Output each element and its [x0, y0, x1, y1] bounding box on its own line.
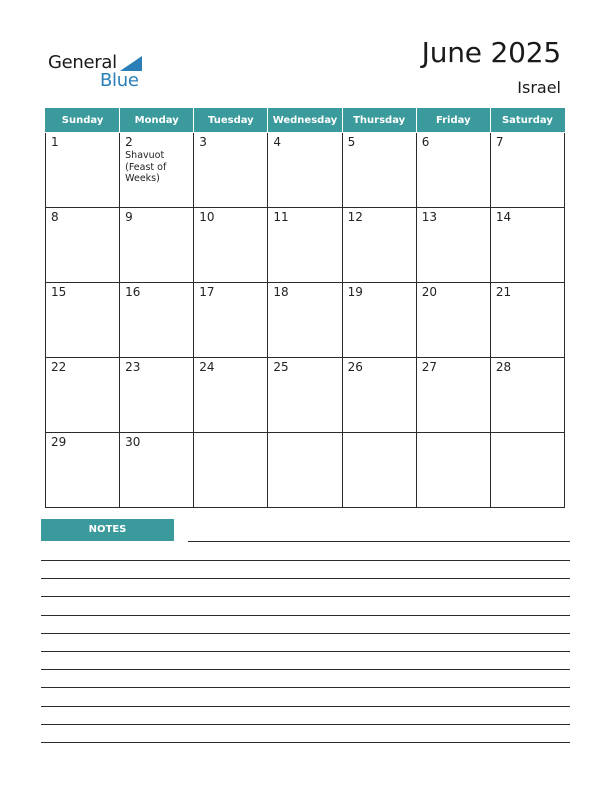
calendar-week-row	[46, 208, 565, 283]
calendar-week-row	[46, 133, 565, 208]
notes-line	[41, 651, 570, 652]
day-number: 17	[199, 285, 215, 299]
notes-line	[41, 560, 570, 561]
country-label: Israel	[517, 78, 561, 97]
day-number: 30	[125, 435, 141, 449]
notes-line	[41, 669, 570, 670]
calendar-day-cell	[490, 433, 564, 508]
weekday-header: Sunday	[46, 109, 120, 133]
day-number: 22	[51, 360, 67, 374]
page-title: June 2025	[421, 36, 561, 69]
calendar-week-row	[46, 433, 565, 508]
day-number: 4	[273, 135, 282, 149]
calendar-day-cell	[268, 433, 342, 508]
calendar-week-row	[46, 358, 565, 433]
weekday-header: Wednesday	[268, 109, 342, 133]
weekday-header: Friday	[416, 109, 490, 133]
calendar-day-cell	[194, 358, 268, 433]
calendar-day-cell	[416, 283, 490, 358]
calendar-day-cell	[46, 133, 120, 208]
day-number: 3	[199, 135, 207, 149]
calendar-day-cell	[342, 208, 416, 283]
calendar-day-cell	[46, 358, 120, 433]
day-number: 26	[347, 360, 363, 374]
calendar-week-row	[46, 283, 565, 358]
calendar-body	[46, 133, 565, 508]
calendar-day-cell	[268, 133, 342, 208]
weekday-header-row	[46, 109, 565, 133]
day-number: 29	[51, 435, 67, 449]
calendar-day-cell	[120, 133, 194, 208]
holiday-event: Shavuot (Feast of Weeks)	[125, 150, 167, 184]
calendar-day-cell	[416, 433, 490, 508]
day-number: 24	[199, 360, 215, 374]
notes-line	[41, 578, 570, 579]
day-number: 2	[125, 135, 133, 149]
calendar-day-cell	[342, 358, 416, 433]
day-number: 15	[51, 285, 67, 299]
calendar-day-cell	[194, 133, 268, 208]
brand-logo	[48, 52, 148, 92]
notes-label: NOTES	[41, 519, 174, 541]
day-number: 9	[125, 210, 133, 224]
notes-line	[41, 633, 570, 634]
day-number: 1	[51, 135, 59, 149]
day-number: 19	[347, 285, 363, 299]
day-number: 5	[347, 135, 356, 149]
notes-line	[41, 596, 570, 597]
day-number: 6	[421, 135, 430, 149]
day-number: 7	[495, 135, 504, 149]
calendar-day-cell	[194, 283, 268, 358]
calendar-grid	[45, 108, 565, 508]
day-number: 20	[421, 285, 437, 299]
day-number: 8	[51, 210, 59, 224]
notes-line	[188, 541, 570, 542]
calendar-day-cell	[490, 133, 564, 208]
brand-triangle-icon	[120, 56, 142, 71]
day-number: 25	[273, 360, 289, 374]
calendar-day-cell	[490, 358, 564, 433]
calendar-day-cell	[120, 208, 194, 283]
calendar-day-cell	[342, 433, 416, 508]
day-number: 10	[199, 210, 215, 224]
calendar-day-cell	[342, 133, 416, 208]
calendar-day-cell	[46, 208, 120, 283]
calendar-day-cell	[268, 358, 342, 433]
day-number: 13	[421, 210, 437, 224]
day-number: 21	[495, 285, 512, 299]
day-number: 23	[125, 360, 141, 374]
notes-line	[41, 706, 570, 707]
calendar-day-cell	[416, 133, 490, 208]
notes-line	[41, 615, 570, 616]
notes-line	[41, 724, 570, 725]
calendar-day-cell	[120, 358, 194, 433]
weekday-header: Tuesday	[194, 109, 268, 133]
calendar-day-cell	[120, 433, 194, 508]
weekday-header: Thursday	[342, 109, 416, 133]
weekday-header: Monday	[120, 109, 194, 133]
calendar-day-cell	[46, 433, 120, 508]
day-number: 18	[273, 285, 289, 299]
calendar-day-cell	[194, 433, 268, 508]
calendar-day-cell	[194, 208, 268, 283]
day-number: 11	[273, 210, 289, 224]
calendar-day-cell	[416, 208, 490, 283]
brand-blue: Blue	[100, 70, 139, 91]
calendar-day-cell	[268, 283, 342, 358]
notes-line	[41, 687, 570, 688]
day-number: 12	[347, 210, 363, 224]
weekday-header: Saturday	[490, 109, 564, 133]
calendar-day-cell	[342, 283, 416, 358]
day-number: 28	[495, 360, 512, 374]
calendar-day-cell	[490, 208, 564, 283]
day-number: 27	[421, 360, 437, 374]
notes-line	[41, 742, 570, 743]
calendar-day-cell	[416, 358, 490, 433]
brand-general: General	[48, 52, 117, 73]
calendar-day-cell	[120, 283, 194, 358]
day-number: 16	[125, 285, 141, 299]
calendar-day-cell	[268, 208, 342, 283]
calendar-day-cell	[490, 283, 564, 358]
day-number: 14	[495, 210, 512, 224]
calendar-day-cell	[46, 283, 120, 358]
